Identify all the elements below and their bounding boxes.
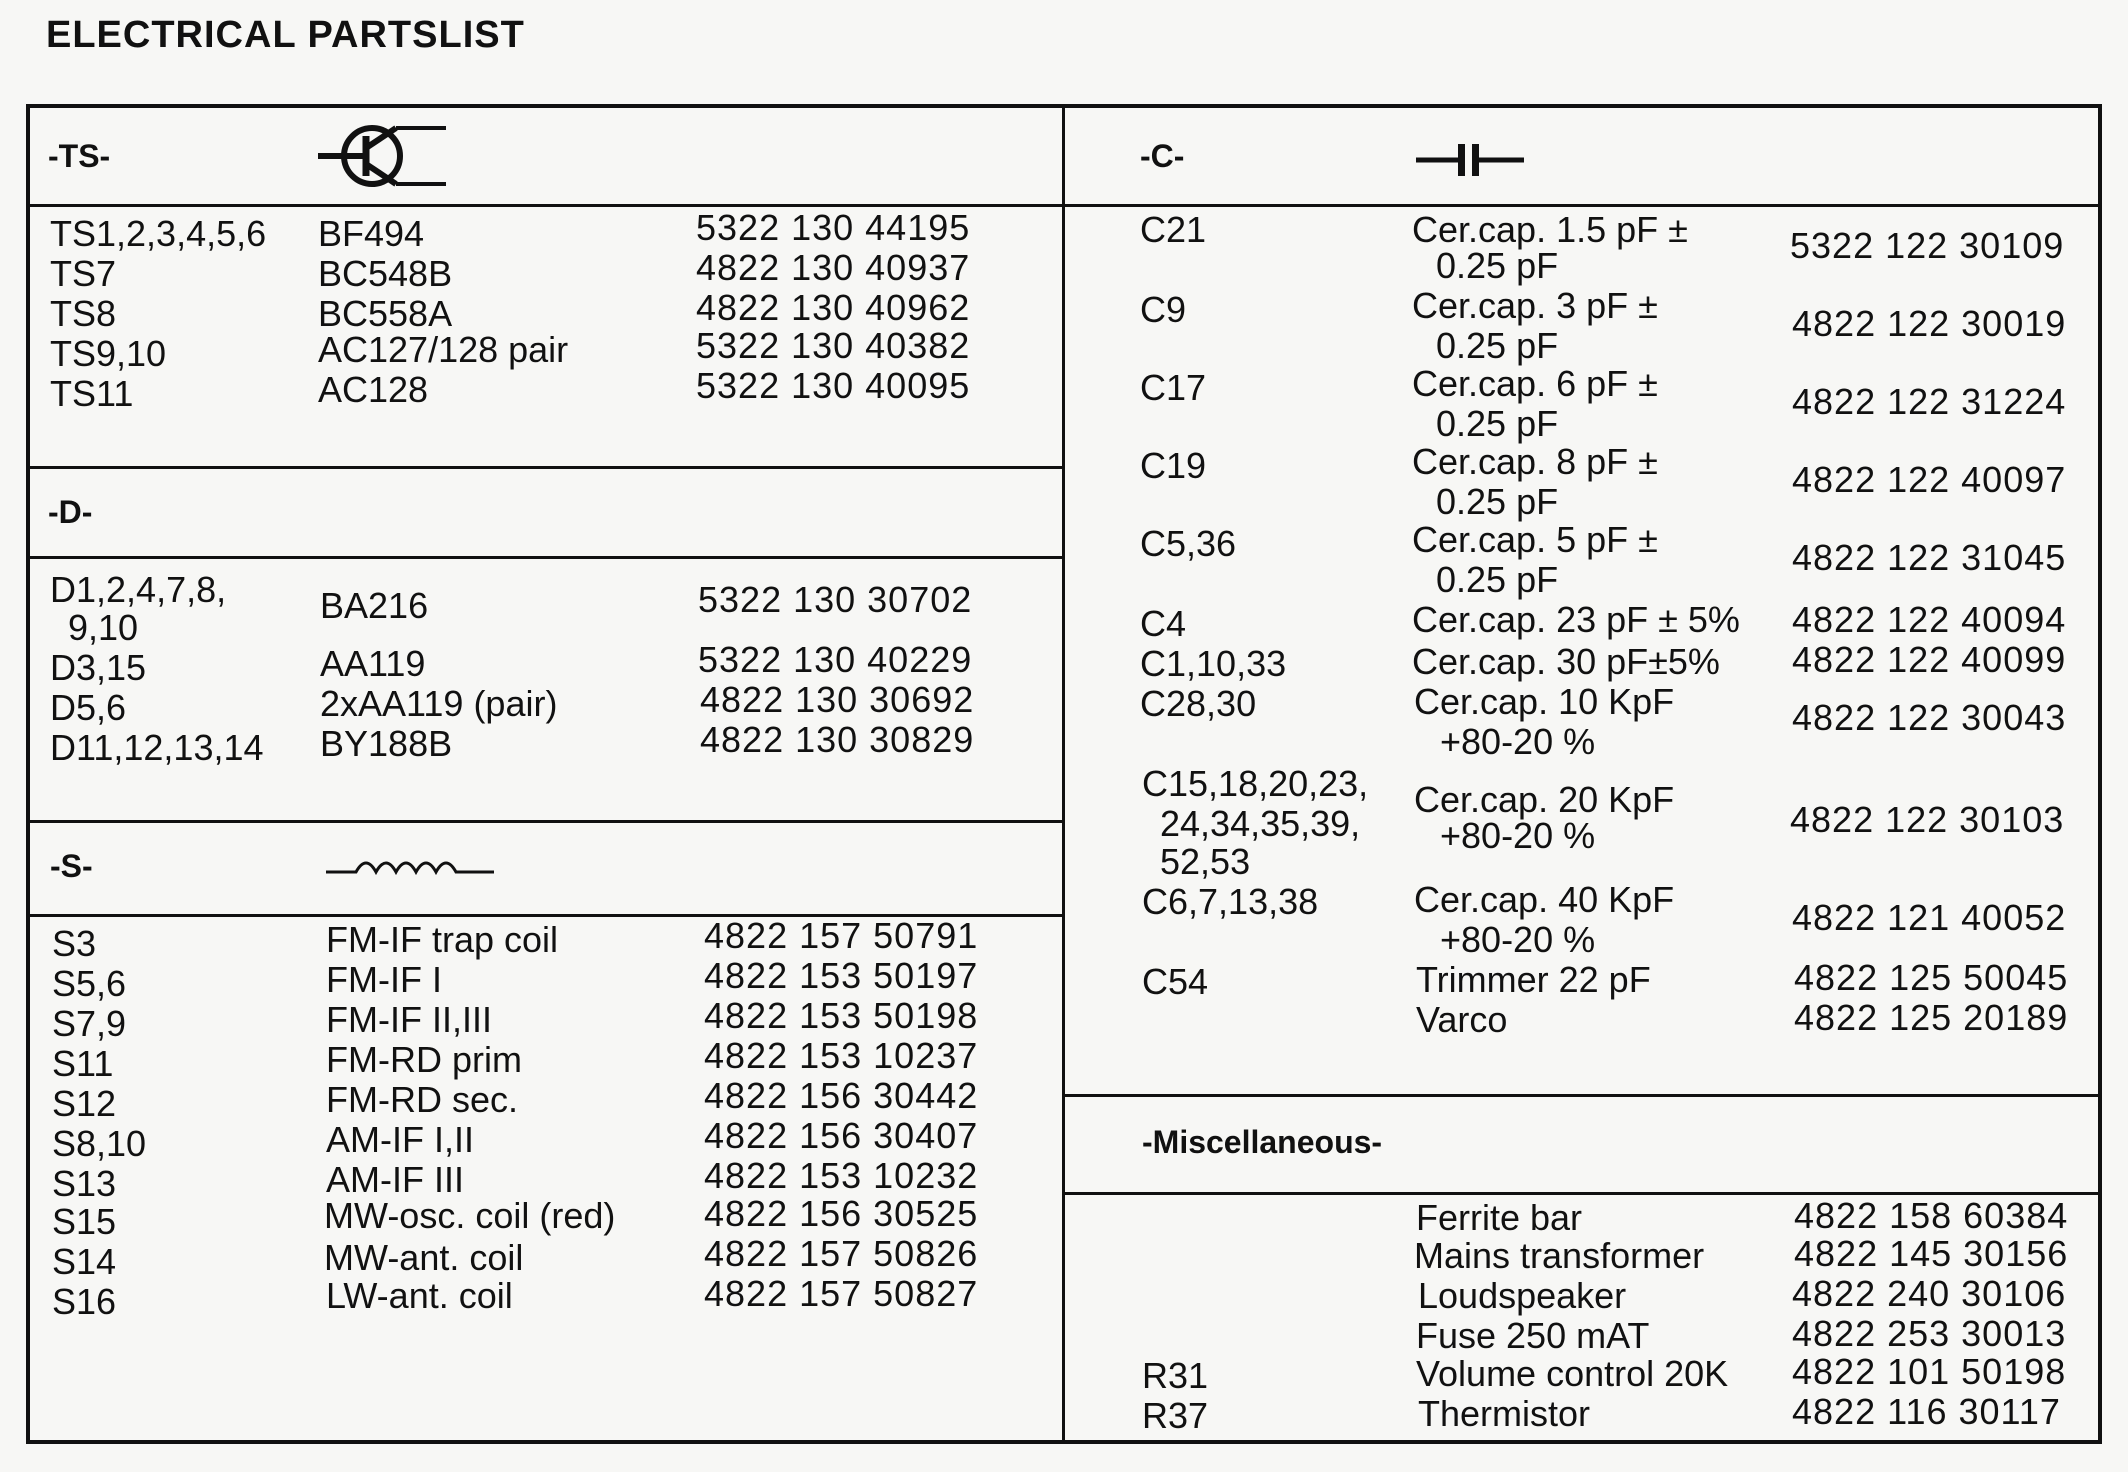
part-number: 4822 130 40937: [696, 247, 971, 288]
ref-cell: S12: [52, 1083, 117, 1124]
desc-cell: Ferrite bar: [1416, 1197, 1583, 1238]
desc-cell: Mains transformer: [1414, 1235, 1705, 1276]
ref-cell: S15: [52, 1201, 117, 1242]
desc-cell: Cer.cap. 30 pF±5%: [1412, 641, 1720, 682]
desc-cell: 2xAA119 (pair): [320, 683, 558, 724]
desc-cell-continued: +80-20 %: [1440, 919, 1596, 960]
ref-cell: S7,9: [52, 1003, 127, 1044]
part-number: 4822 121 40052: [1792, 897, 2067, 938]
coil-icon: [326, 850, 496, 880]
part-number: 4822 130 30692: [700, 679, 975, 720]
ref-cell: TS9,10: [50, 333, 167, 374]
ref-cell: C6,7,13,38: [1142, 881, 1319, 922]
part-number: 4822 116 30117: [1792, 1391, 2061, 1432]
part-number: 4822 157 50791: [704, 915, 979, 956]
ref-cell: S5,6: [52, 963, 127, 1004]
ref-cell: C17: [1140, 367, 1207, 408]
desc-cell: AC128: [318, 369, 429, 410]
ref-cell: S3: [52, 923, 97, 964]
ref-cell: TS8: [50, 293, 117, 334]
desc-cell: Varco: [1416, 999, 1508, 1040]
part-number: 4822 253 30013: [1792, 1313, 2067, 1354]
desc-cell: Cer.cap. 23 pF ± 5%: [1412, 599, 1740, 640]
desc-cell: AM-IF I,II: [326, 1119, 474, 1160]
desc-cell-continued: 0.25 pF: [1436, 481, 1559, 522]
part-number: 5322 130 40382: [696, 325, 971, 366]
ref-cell: S14: [52, 1241, 117, 1282]
part-number: 4822 153 50198: [704, 995, 979, 1036]
ref-cell: C5,36: [1140, 523, 1237, 564]
desc-cell: LW-ant. coil: [326, 1275, 513, 1316]
desc-cell-continued: +80-20 %: [1440, 721, 1596, 762]
ref-cell: TS11: [50, 373, 134, 414]
part-number: 4822 158 60384: [1794, 1195, 2069, 1236]
ref-cell-continued: 52,53: [1160, 841, 1251, 882]
desc-cell: AA119: [320, 643, 426, 684]
desc-cell: AM-IF III: [326, 1159, 464, 1200]
ref-cell: S16: [52, 1281, 117, 1322]
d-section-rule-top: [28, 466, 1064, 469]
column-divider: [1062, 108, 1065, 1442]
ref-cell: TS7: [50, 253, 117, 294]
section-label-ts: -TS-: [48, 138, 111, 174]
ref-cell: S11: [52, 1043, 114, 1084]
page-title: ELECTRICAL PARTSLIST: [46, 14, 525, 56]
transistor-icon: [316, 116, 456, 196]
part-number: 4822 122 40094: [1792, 599, 2067, 640]
part-number: 5322 122 30109: [1790, 225, 2065, 266]
desc-cell: MW-ant. coil: [324, 1237, 524, 1278]
part-number: 5322 130 40095: [696, 365, 971, 406]
part-number: 4822 122 40097: [1792, 459, 2067, 500]
desc-cell-continued: 0.25 pF: [1436, 325, 1559, 366]
desc-cell: FM-RD prim: [326, 1039, 522, 1080]
section-label-d: -D-: [48, 494, 93, 530]
section-label-misc: -Miscellaneous-: [1142, 1124, 1383, 1160]
desc-cell: Loudspeaker: [1418, 1275, 1627, 1316]
ref-cell: C21: [1140, 209, 1207, 250]
part-number: 4822 153 10237: [704, 1035, 979, 1076]
desc-cell: BY188B: [320, 723, 453, 764]
part-number: 4822 153 50197: [704, 955, 979, 996]
part-number: 4822 122 31045: [1792, 537, 2067, 578]
ref-cell: D5,6: [50, 687, 127, 728]
ref-cell: C15,18,20,23,: [1142, 763, 1369, 804]
ref-cell: C19: [1140, 445, 1207, 486]
part-number: 4822 145 30156: [1794, 1233, 2069, 1274]
ref-cell: D3,15: [50, 647, 147, 688]
part-number: 4822 156 30525: [704, 1193, 979, 1234]
ref-cell: C54: [1142, 961, 1209, 1002]
desc-cell: Cer.cap. 1.5 pF ±: [1412, 209, 1688, 250]
desc-cell: Thermistor: [1418, 1393, 1591, 1434]
desc-cell: BA216: [320, 585, 429, 626]
desc-cell: Cer.cap. 5 pF ±: [1412, 519, 1658, 560]
capacitor-icon: [1416, 140, 1526, 180]
ref-cell: R31: [1142, 1355, 1209, 1396]
desc-cell: Cer.cap. 10 KpF: [1414, 681, 1675, 722]
part-number: 4822 130 40962: [696, 287, 971, 328]
d-header-rule: [28, 556, 1064, 559]
ref-cell: C28,30: [1140, 683, 1257, 724]
part-number: 5322 130 40229: [698, 639, 973, 680]
part-number: 4822 130 30829: [700, 719, 975, 760]
part-number: 4822 122 30103: [1790, 799, 2065, 840]
desc-cell: BF494: [318, 213, 425, 254]
desc-cell-continued: +80-20 %: [1440, 815, 1596, 856]
ref-cell-continued: 9,10: [68, 607, 139, 648]
desc-cell: FM-RD sec.: [326, 1079, 518, 1120]
desc-cell: BC558A: [318, 293, 453, 334]
desc-cell: Cer.cap. 6 pF ±: [1412, 363, 1658, 404]
ref-cell-continued: 24,34,35,39,: [1160, 803, 1361, 844]
part-number: 4822 101 50198: [1792, 1351, 2067, 1392]
part-number: 4822 122 40099: [1792, 639, 2067, 680]
desc-cell-continued: 0.25 pF: [1436, 559, 1559, 600]
s-section-rule-top: [28, 820, 1064, 823]
c-header-rule: [1064, 204, 2100, 207]
section-label-s: -S-: [50, 848, 93, 884]
part-number: 4822 240 30106: [1792, 1273, 2067, 1314]
part-number: 4822 125 50045: [1794, 957, 2069, 998]
desc-cell-continued: 0.25 pF: [1436, 245, 1559, 286]
part-number: 4822 122 30019: [1792, 303, 2067, 344]
desc-cell: Fuse 250 mAT: [1416, 1315, 1650, 1356]
desc-cell: Cer.cap. 40 KpF: [1414, 879, 1675, 920]
ref-cell: TS1,2,3,4,5,6: [50, 213, 267, 254]
ref-cell: R37: [1142, 1395, 1209, 1436]
desc-cell: Volume control 20K: [1416, 1353, 1729, 1394]
part-number: 4822 157 50827: [704, 1273, 979, 1314]
ref-cell: S8,10: [52, 1123, 147, 1164]
part-number: 4822 122 31224: [1792, 381, 2067, 422]
desc-cell: Cer.cap. 3 pF ±: [1412, 285, 1658, 326]
desc-cell: Cer.cap. 8 pF ±: [1412, 441, 1658, 482]
ref-cell: S13: [52, 1163, 117, 1204]
desc-cell: Cer.cap. 20 KpF: [1414, 779, 1675, 820]
part-number: 4822 153 10232: [704, 1155, 979, 1196]
part-number: 4822 156 30407: [704, 1115, 979, 1156]
desc-cell: AC127/128 pair: [318, 329, 569, 370]
desc-cell: FM-IF I: [326, 959, 442, 1000]
section-label-c: -C-: [1140, 138, 1185, 174]
part-number: 4822 125 20189: [1794, 997, 2069, 1038]
desc-cell: MW-osc. coil (red): [324, 1195, 616, 1236]
part-number: 4822 156 30442: [704, 1075, 979, 1116]
misc-section-rule-top: [1064, 1094, 2100, 1097]
ref-cell: C4: [1140, 603, 1187, 644]
part-number: 4822 122 30043: [1792, 697, 2067, 738]
part-number: 4822 157 50826: [704, 1233, 979, 1274]
desc-cell: FM-IF trap coil: [326, 919, 559, 960]
ref-cell: C1,10,33: [1140, 643, 1287, 684]
desc-cell: Trimmer 22 pF: [1416, 959, 1651, 1000]
ref-cell: C9: [1140, 289, 1187, 330]
desc-cell: FM-IF II,III: [326, 999, 492, 1040]
desc-cell-continued: 0.25 pF: [1436, 403, 1559, 444]
ref-cell: D11,12,13,14: [50, 727, 264, 768]
ref-cell: D1,2,4,7,8,: [50, 569, 227, 610]
part-number: 5322 130 30702: [698, 579, 973, 620]
desc-cell: BC548B: [318, 253, 453, 294]
part-number: 5322 130 44195: [696, 207, 971, 248]
